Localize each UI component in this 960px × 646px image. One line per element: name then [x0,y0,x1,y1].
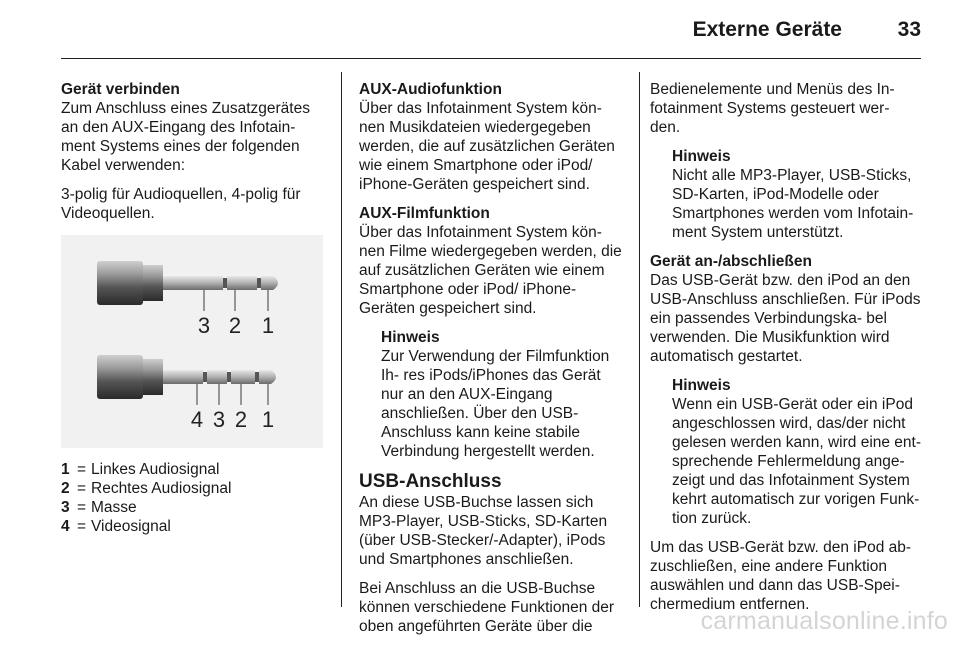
section-title: USB-Anschluss [359,471,502,492]
note-heading: Hinweis [381,329,440,346]
column-1 [61,80,327,536]
note-box [650,147,922,242]
figure-label: 4 [190,407,204,432]
watermark: carmanualsonline.info [700,607,948,635]
legend-item: 2 = Rechtes Audiosignal [61,480,232,497]
figure-label: 2 [234,407,248,432]
note-heading: Hinweis [672,148,731,165]
column-3 [650,80,922,624]
note-text: Nicht alle MP3-Player, USB-Sticks, SD-Karten, iPod-Modelle oder Smartphones werden vom Infotain- ment System unterstützt. [672,167,914,241]
column-divider-2 [639,72,640,607]
note-text: Zur Verwendung der Filmfunktion Ih- res iPods/iPhones das Gerät nur an den AUX-Eingang anschließen. Über den USB-Anschluss kann keine stabile Verbindung hergestellt werden. [381,348,610,460]
paragraph: Über das Infotainment System kön- nen Musikdateien wiedergegeben werden, die auf zusätzlichen Geräten wie einem Smartphone oder iPod/ iPhone-Geräten gespeichert sind. [359,100,615,193]
paragraph: Bei Anschluss an die USB-Buchse können verschiedene Funktionen der oben angeführten Geräte über die [359,580,615,635]
section-heading: Gerät verbinden [61,81,180,98]
section-heading: Gerät an-/abschließen [650,253,812,270]
plug-4-pole [97,355,276,405]
figure-label: 2 [228,313,242,338]
legend-item: 4 = Videosignal [61,518,171,535]
paragraph: Über das Infotainment System kön- nen Filme wiedergegeben werden, die auf zusätzlichen Geräten wie einem Smartphone oder iPod/ iPhone-Geräten gespeichert sind. [359,224,622,317]
note-box [650,376,922,528]
paragraph: An diese USB-Buchse lassen sich MP3-Player, USB-Sticks, SD-Karten (über USB-Stecker/-Adapter), iPods und Smartphones anschließen. [359,494,608,568]
connector-figure [61,235,323,448]
legend-item: 1 = Linkes Audiosignal [61,461,220,478]
paragraph: Zum Anschluss eines Zusatzgerätes an den AUX-Eingang des Infotain- ment Systems eines der folgenden Kabel verwenden: [61,100,310,174]
figure-label: 1 [261,313,275,338]
note-heading: Hinweis [672,377,731,394]
paragraph: Das USB-Gerät bzw. den iPod an den USB-Anschluss anschließen. Für iPods ein passendes Verbindungska- bel verwenden. Die Musikfunktion wird automatisch gestartet. [650,272,921,365]
header-title: Externe Geräte [692,18,842,41]
figure-label: 3 [212,407,226,432]
legend-item: 3 = Masse [61,499,137,516]
paragraph: Um das USB-Gerät bzw. den iPod ab- zuschließen, eine andere Funktion auswählen und dann das USB-Spei- chermedium entfernen. [650,539,912,613]
figure-legend [61,460,327,536]
note-text: Wenn ein USB-Gerät oder ein iPod angeschlossen wird, das/der nicht gelesen werden kann, wird eine ent- sprechende Fehlermeldung ange- zeigt und das Infotainment System kehrt automatisch zur vorigen Funk- tion zurück. [672,396,922,527]
paragraph: 3-polig für Audioquellen, 4-polig für Videoquellen. [61,186,301,222]
section-heading: AUX-Filmfunktion [359,205,490,222]
column-divider-1 [341,72,342,607]
jack-plugs-illustration [61,235,323,448]
page-number: 33 [897,18,921,41]
plug-3-pole [97,261,278,311]
paragraph: Bedienelemente und Menüs des In- fotainment Systems gesteuert wer- den. [650,81,895,136]
figure-label: 1 [261,407,275,432]
section-heading: AUX-Audiofunktion [359,81,502,98]
header-rule [61,58,921,59]
note-box [359,328,627,461]
column-2 [359,80,627,646]
figure-label: 3 [197,313,211,338]
